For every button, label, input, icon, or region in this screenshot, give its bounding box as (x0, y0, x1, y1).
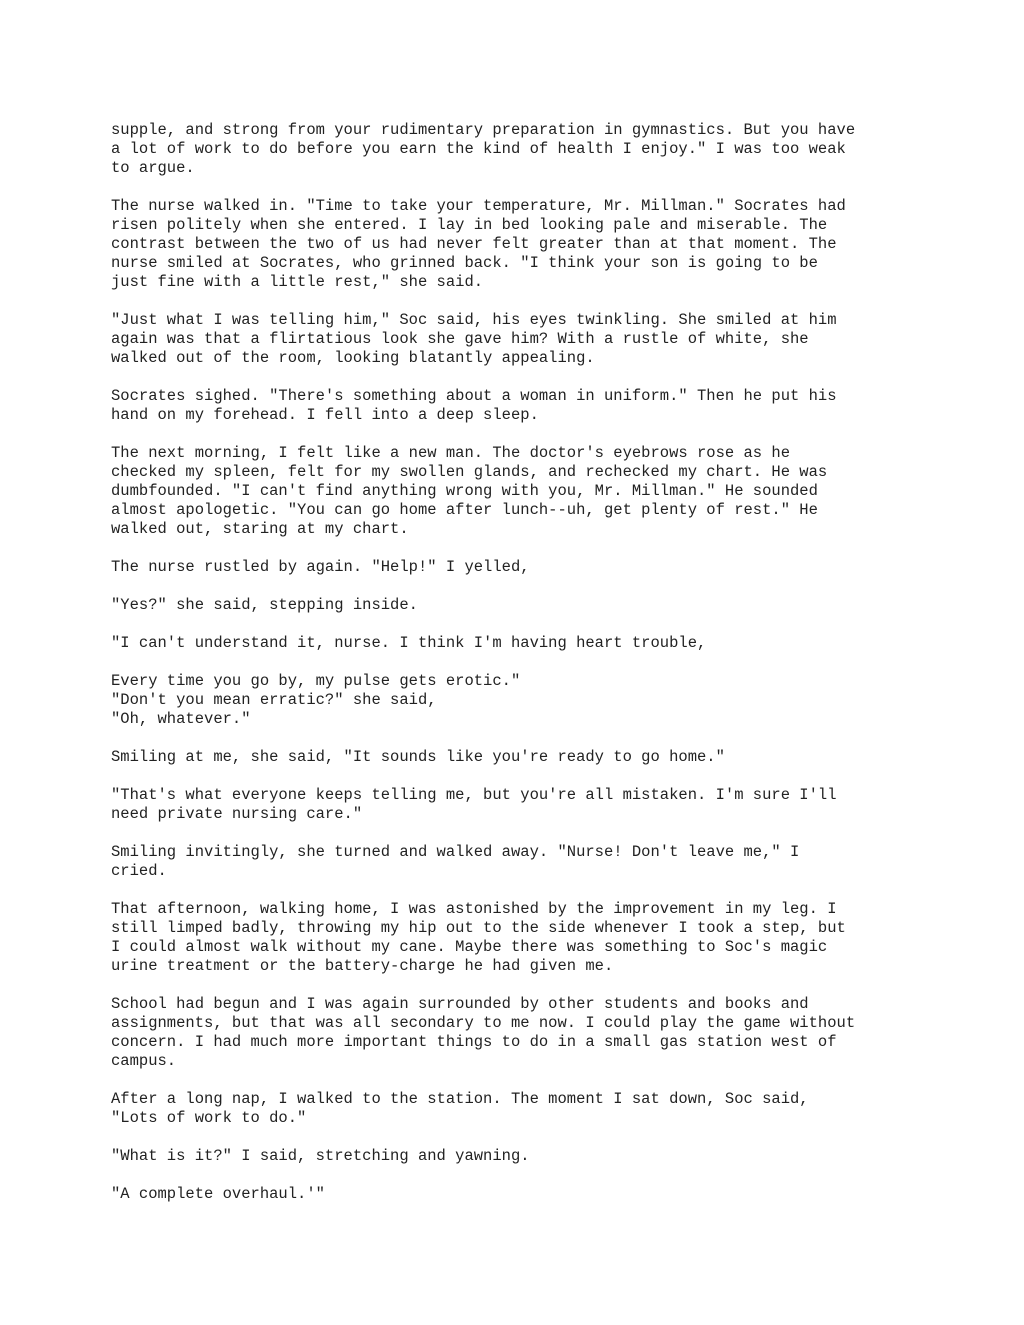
paragraph: Smiling invitingly, she turned and walked away. "Nurse! Don't leave me," I cried. (111, 843, 800, 880)
paragraph: Smiling at me, she said, "It sounds like you're ready to go home." (111, 748, 725, 766)
paragraph: "A complete overhaul.'" (111, 1185, 325, 1203)
paragraph: "Yes?" she said, stepping inside. (111, 596, 418, 614)
paragraph: Every time you go by, my pulse gets erotic." "Don't you mean erratic?" she said, "Oh, whatever." (111, 672, 521, 728)
paragraph: School had begun and I was again surrounded by other students and books and assignments, but that was all secondary to me now. I could play the game without concern. I had much more important things to do in a small gas station west of campus. (111, 995, 856, 1070)
paragraph: The next morning, I felt like a new man. The doctor's eyebrows rose as he checked my spleen, felt for my swollen glands, and rechecked my chart. He was dumbfounded. "I can't find anything wrong with you, Mr. Millman." He sounded almost apologetic. "You can go home after lunch--uh, get plenty of rest." He walked out, staring at my chart. (111, 444, 828, 538)
paragraph: The nurse walked in. "Time to take your temperature, Mr. Millman." Socrates had risen politely when she entered. I lay in bed looking pale and miserable. The contrast between the two of us had never felt greater than at that moment. The nurse smiled at Socrates, who grinned back. "I think your son is going to be just fine with a little rest," she said. (111, 197, 846, 291)
paragraph: "What is it?" I said, stretching and yawning. (111, 1147, 530, 1165)
paragraph: "I can't understand it, nurse. I think I'm having heart trouble, (111, 634, 707, 652)
document-page (111, 121, 991, 1204)
paragraph: "That's what everyone keeps telling me, but you're all mistaken. I'm sure I'll need private nursing care." (111, 786, 837, 823)
paragraph: supple, and strong from your rudimentary preparation in gymnastics. But you have a lot of work to do before you earn the kind of health I enjoy." I was too weak to argue. (111, 121, 856, 177)
paragraph: The nurse rustled by again. "Help!" I yelled, (111, 558, 530, 576)
paragraph: Socrates sighed. "There's something about a woman in uniform." Then he put his hand on my forehead. I fell into a deep sleep. (111, 387, 837, 424)
paragraph: After a long nap, I walked to the station. The moment I sat down, Soc said, "Lots of work to do." (111, 1090, 809, 1127)
paragraph: That afternoon, walking home, I was astonished by the improvement in my leg. I still limped badly, throwing my hip out to the side whenever I took a step, but I could almost walk without my cane. Maybe there was something to Soc's magic urine treatment or the battery-charge he had given me. (111, 900, 846, 975)
paragraph: "Just what I was telling him," Soc said, his eyes twinkling. She smiled at him again was that a flirtatious look she gave him? With a rustle of white, she walked out of the room, looking blatantly appealing. (111, 311, 837, 367)
